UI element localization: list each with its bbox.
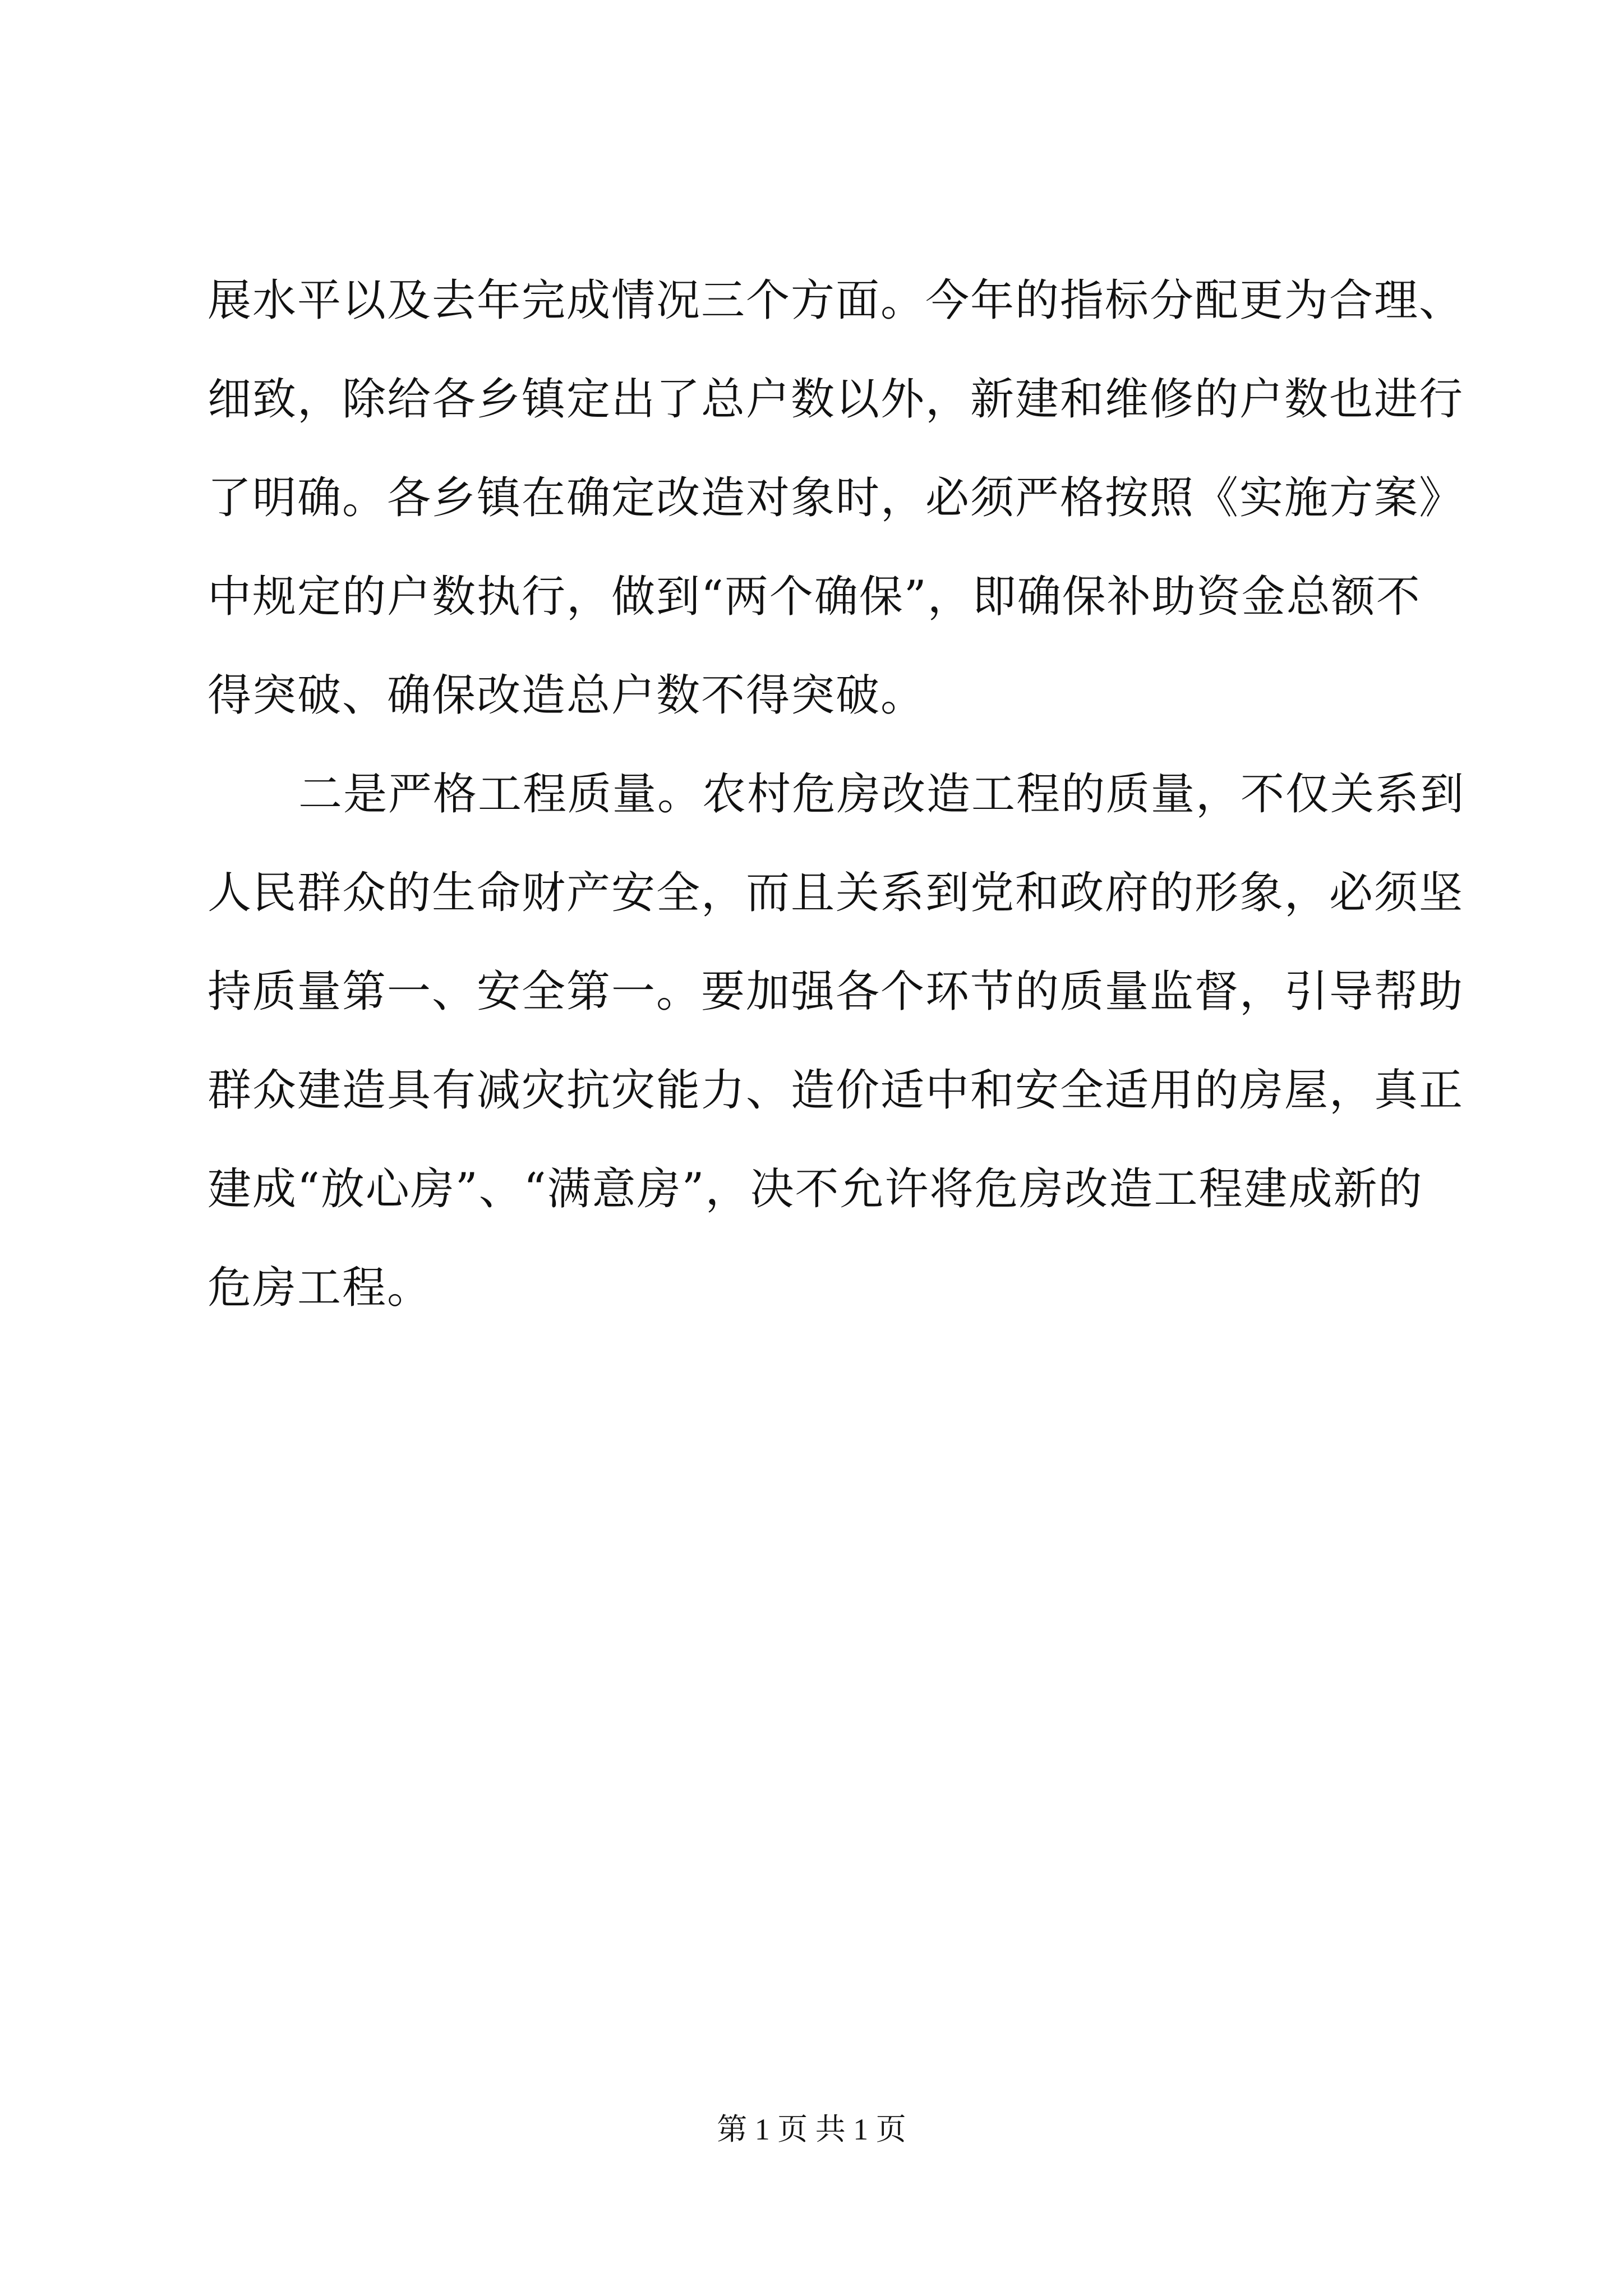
- paragraph: [208, 745, 1465, 1337]
- text-line: 持质量第一、安全第一。要加强各个环节的质量监督，引导帮助: [208, 967, 1464, 1017]
- text-line: 中规定的户数执行，做到“两个确保”，即确保补助资金总额不: [208, 572, 1421, 622]
- text-line: 二是严格工程质量。农村危房改造工程的质量，不仅关系到: [298, 769, 1465, 820]
- text-line: 建成“放心房”、“满意房”，决不允许将危房改造工程建成新的: [208, 1164, 1423, 1214]
- page-number-footer: 第 1 页 共 1 页: [717, 2113, 906, 2146]
- document-body: [208, 251, 1465, 1337]
- text-line: 人民群众的生命财产安全，而且关系到党和政府的形象，必须坚: [208, 868, 1464, 918]
- text-line: 得突破、确保改造总户数不得突破。: [208, 670, 926, 721]
- text-line: 展水平以及去年完成情况三个方面。今年的指标分配更为合理、: [208, 275, 1464, 326]
- paragraph: [208, 251, 1464, 745]
- text-line: 细致，除给各乡镇定出了总户数以外，新建和维修的户数也进行: [208, 374, 1464, 425]
- text-line: 危房工程。: [208, 1263, 432, 1313]
- text-line: 了明确。各乡镇在确定改造对象时，必须严格按照《实施方案》: [208, 473, 1464, 523]
- text-line: 群众建造具有减灾抗灾能力、造价适中和安全适用的房屋，真正: [208, 1065, 1464, 1116]
